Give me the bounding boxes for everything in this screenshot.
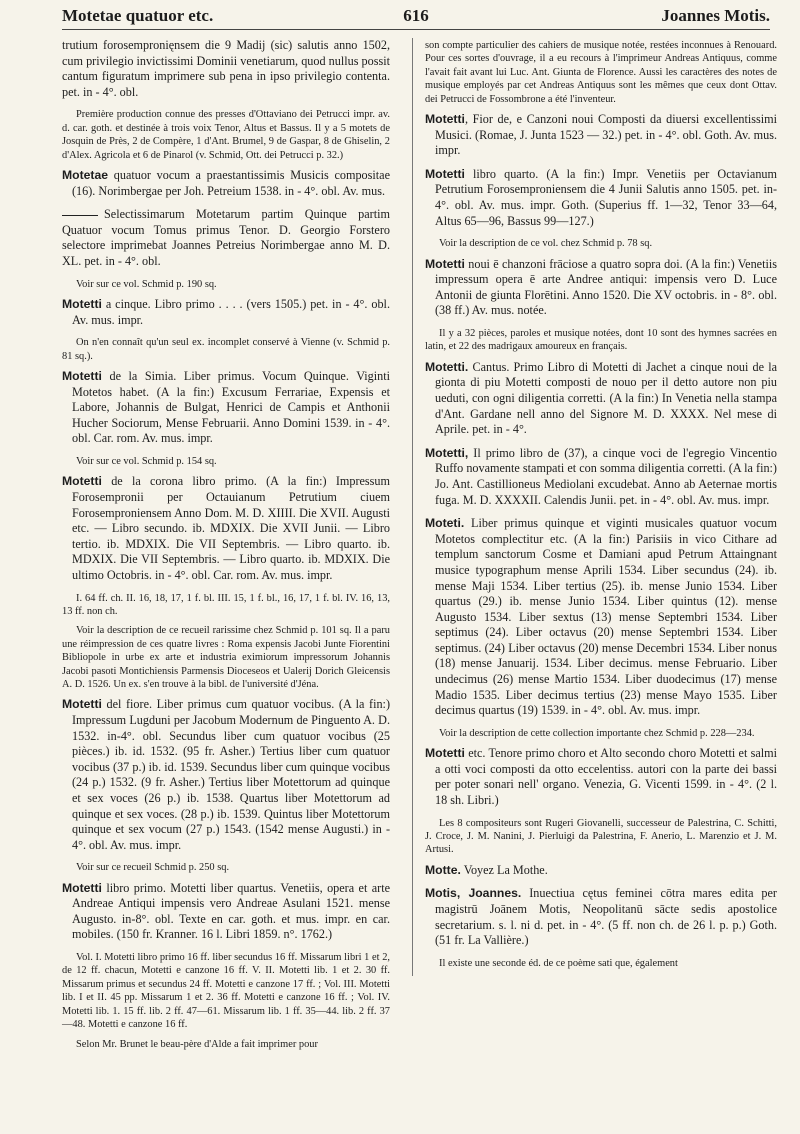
entry-text: quatuor vocum a praestantissimis Musicis compositae (16). Norimbergae per Joh. Petreium 1538. in - 4°. obl. Av. mus.	[72, 168, 390, 198]
entry-heading: Motetti	[425, 166, 465, 181]
entry-note: Voir sur ce vol. Schmid p. 154 sq.	[76, 455, 217, 467]
entry-heading: Motetti	[425, 112, 465, 127]
page-number: 616	[403, 6, 429, 25]
entry-text: libro quarto. (A la fin:) Impr. Venetiis per Octavianum Petrutium Forosemproniensem die 4 Junii Salutis anno 1505. pet. in-4°. obl. Av. mus. impr. Goth. (Superius ff. 1—32, Tenor 33—64, Altus 65—96, Bassus 99—127.)	[435, 166, 777, 228]
entry-note: Vol. I. Motetti libro primo 16 ff. liber secundus 16 ff. Missarum libri 1 et 2, de 12 ff. chacun, Motetti e canzone 16 ff. V. II. Motetti lib. 1 et 2. 30 ff. Missarum primus et secundus 24 ff. Motetti e canzone 17 ff. ; Vol. III. Motetti lib. I et II. 45 pp. Missarum 1 et 2. 36 ff. Motetti e canzone 16 ff. ; Vol. IV. Motetti lib. 1. 15 ff. lib. 2 ff. 47—61. Missarum lib. 1 ff. 35—44. lib. 2 ff. 37—48. Motetti e canzone 16 ff.	[62, 952, 390, 1031]
bibliography-entry	[425, 746, 777, 808]
entry-heading: Motetti	[62, 368, 102, 383]
header-rule	[62, 29, 770, 30]
bibliography-entry	[425, 360, 777, 438]
entry-text: Voyez La Mothe.	[460, 862, 548, 877]
bibliography-entry	[425, 167, 777, 229]
entry-heading: Motetti	[62, 697, 102, 712]
bibliography-entry	[62, 881, 390, 943]
entry-heading: Motis, Joannes.	[425, 886, 522, 901]
entry-note: Voir la description de ce recueil rarissime chez Schmid p. 101 sq. Il a paru une réimpression de ces quatre livres : Roma expensis Jacobi Junte Fiorentini Bibliopole in urbe ex arte et industria eximiorum impressorum Johannis Jacobi pasoti Montichiensis Parmensis Dioceseos et Ualerij Dorich Gleicensis A. D. 1526. Un ex. s'en trouve à la bibl. de l'université d'Jéna.	[62, 625, 390, 690]
header-right-title: Joannes Motis.	[661, 6, 770, 25]
entry-text: Il primo libro de (37), a cinque voci de l'egregio Vincentio Ruffo novamente stampati et con somma diligentia corretti. (A la fin:) Jo. Ant. Castillioneus Mediolani excudebat. Anno ab Aeternae mortis fuga. M. D. XXXXII. Calendis Junii. pet. in - 4°. obl. Av. mus. impr.	[435, 445, 777, 507]
entry-heading: Motetti.	[425, 359, 469, 374]
entry-text: Inuectiua cętus feminei cōtra mares edita per magistrū Joānem Motis, Neopolitanū sācte sedis apostolice secretarium. s. l. ni d. pet. in - 4°. (5 ff. non ch. de 26 l. p. p.) Goth. (51 fr. La Vallière.)	[435, 886, 777, 948]
bibliography-entry	[425, 112, 777, 159]
em-dash-rule	[62, 215, 98, 216]
entry-note: Il existe une seconde éd. de ce poème sati que, également	[439, 957, 678, 969]
entry-heading: Motetti	[62, 880, 102, 895]
entry-heading: Motetae	[62, 168, 109, 182]
entry-heading: Motetti	[62, 474, 102, 489]
bibliography-entry	[62, 168, 390, 199]
entry-text: del fiore. Liber primus cum quatuor vocibus. (A la fin:) Impressum Lugduni per Jacobum Modernum de Pinguento A. D. 1532. in-4°. obl. Secundus liber cum quatuor vocibus (25 pièces.) ib. id. 1532. (95 fr. Asher.) Tertius liber cum quatuor vocibus (37 p.) ib. id. 1539. Secundus liber cum quinque vocibus (24 p.) 1532. (9 fr. Asher.) Tertius liber Motettorum ad quinque et sex voces (26 p.) ib. 1538. Quartus liber Motettorum ad quinque et sex voces. (28 p.) ib. 1539. Quintus liber Motettorum quinque et sex vocum (27 p.) 1543. (1542 mense Augusti.) in - 4°. obl. Av. mus. impr.	[72, 697, 390, 852]
entry-text: etc. Tenore primo choro et Alto secondo choro Motetti et salmi a otti voci composti da otto eccelentiss. autori con la parte dei bassi per poter sonari nell' organo. Venezia, G. Vicenti 1599. in - 4°. (2 l. 18 sh. Libri.)	[435, 746, 777, 808]
entry-note: Première production connue des presses d'Ottaviano dei Petrucci impr. av. d. car. goth. et destinée à trois voix Tenor, Altus et Bassus. Il y a 5 motets de Josquin de Près, 2 de Compère, 1 d'Ant. Brumel, 9 de Gaspar, 8 de Ghiselin, 2 d'Alex. Agricola et 6 de Pinarol (v. Schmid, Ott. dei Petrucci p. 32.)	[62, 109, 390, 161]
entry-heading: Motetti	[425, 746, 465, 761]
entry-note: Voir sur ce recueil Schmid p. 250 sq.	[76, 862, 230, 874]
entry-note: Les 8 compositeurs sont Rugeri Giovanelli, successeur de Palestrina, C. Schitti, J. Croce, J. M. Nanini, J. Pierluigi da Palestrina, F. Anerio, L. Marenzio et J. M. Artusi.	[425, 817, 777, 856]
entry-text: Cantus. Primo Libro di Motetti di Jachet a cinque noui de la gionta di piu Motetti composti de nouo per il detto autore non piu ueduti, con ogni diligentia corretti. (A la fin:) In Venetia nella stampa d'Ant. Gardane nell anno del Signore M. D. XXXX. Nel mese di Aprile. pet. in - 4°.	[435, 359, 777, 437]
entry-text: de la Simia. Liber primus. Vocum Quinque. Viginti Motetos habet. (A la fin:) Excusum Ferrariae, Expensis et Labore, Johannis de Bulgat, Henrici de Campis et Anthonii Hucher Sociorum, Mense Februarii. Anno Domini 1539. in - 4°. obl. Car. rom. Av. mus. impr.	[72, 368, 390, 446]
entry-text: noui ē chanzoni frāciose a quatro sopra doi. (A la fin:) Venetiis impressum opera ē arte Andree antiqui: impensis vero D. Luce Antonii de giunta Florētini. Anno 1520. Die XV octobris. in - 8°. obl. (38 ff.) Av. mus. notée.	[435, 256, 777, 318]
entry-continuation: trutium forosempronięnsem die 9 Madij (sic) salutis anno 1502, cum privilegio invictissimi Dominii venetiarum, quod nullus possit cantum figuratum imprimere sub pena in ipso privilegio contenta. pet. in - 4°. obl.	[62, 38, 390, 99]
bibliography-entry	[62, 297, 390, 328]
header-left-title: Motetae quatuor etc.	[62, 6, 214, 25]
left-column	[62, 38, 390, 1057]
entry-note: Voir la description de cette collection importante chez Schmid p. 228—234.	[439, 727, 755, 739]
bibliography-entry	[62, 697, 390, 853]
running-header	[62, 2, 770, 28]
entry-text: a cinque. Libro primo . . . . (vers 1505.) pet. in - 4°. obl. Av. mus. impr.	[72, 296, 390, 327]
sub-entry	[62, 207, 390, 269]
bibliography-entry	[62, 474, 390, 583]
bibliography-entry	[62, 369, 390, 447]
entry-heading: Motetti,	[425, 445, 469, 460]
entry-note: Voir sur ce vol. Schmid p. 190 sq.	[76, 278, 217, 290]
entry-heading: Motetti	[62, 296, 102, 311]
bibliography-entry	[425, 516, 777, 719]
entry-note: Voir la description de ce vol. chez Schmid p. 78 sq.	[439, 238, 653, 250]
entry-note: I. 64 ff. ch. II. 16, 18, 17, 1 f. bl. III. 15, 1 f. bl., 16, 17, 1 f. bl. IV. 16, 13, 13 ff. non ch.	[62, 592, 390, 617]
bibliography-entry	[425, 257, 777, 319]
bibliography-entry	[425, 863, 777, 879]
entry-note: On n'en connaît qu'un seul ex. incomplet conservé à Vienne (v. Schmid p. 81 sq.).	[62, 337, 390, 362]
entry-note: Selon Mr. Brunet le beau-père d'Alde a fait imprimer pour	[76, 1038, 318, 1050]
bibliography-entry	[425, 886, 777, 948]
entry-text: , Fior de, e Canzoni noui Composti da diuersi excellentissimi Musici. (Romae, J. Junta 1523 — 32.) pet. in - 4°. obl. Goth. Av. mus. impr.	[435, 112, 777, 158]
entry-heading: Motte.	[425, 862, 461, 877]
entry-note: son compte particulier des cahiers de musique notée, restées inconnues à Renouard. Pour ces sortes d'ouvrage, il a eu recours à l'imprimeur Andreas Antiquus, comme l'avait fait avant lui Luc. Ant. Giunta de Florence. Aussi les caractères des notes de musique employés par cet Andreas Antiquus sont les mêmes que ceux dont Ottav. dei Petrucci de Fossombrone a été l'inventeur.	[425, 40, 777, 105]
entry-heading: Moteti.	[425, 516, 465, 531]
entry-text: de la corona libro primo. (A la fin:) Impressum Forosempronii per Octauianum Petrutium ciuem Forosemproniensem Anno Dom. M. D. XIIII. Die XVII. Augusti etc. — Libro secundo. ib. MDXIX. Die XVII Junii. — Libro tertio. ib. MDXIX. Die VII Septembris. — Libro quarto. ib. MDXIX. Die VII Septembris. — Libro quarto. ib. MDXIX. Die ultimo Octobris. in - 4°. obl. Car. rom. Av. mus. impr.	[72, 474, 390, 582]
entry-text: Liber primus quinque et viginti musicales quatuor vocum Motetos complectitur etc. (A la fin:) Parisiis in vico Cithare ad templum sanctorum Cosme et Damiani apud Petrum Attaingnant musice typographum mense Aprili 1534. Liber secundus (24). ib. mense Maji 1534. Liber tertius (25). ib. mense Junio 1534. Liber quartus (29.) ib. mense Junio 1534. Liber quintus (12). mense Augusto 1534. Liber sextus (13) mense Septembri 1534. Liber septimus (24). Liber octavus (20) mense Septembri 1534. Liber septimus. (24) Liber octavus (20) mense Decembri 1534. Liber nonus (18) mense Januarij. 1534. Liber decimus. mense Februario. Liber undecimus (26) mense Martio 1534. Liber duodecimus (17) mense Madio 1535. Liber decimus tertius (23) mense Mayo 1535. Liber decimus quartus (19) 1539. in - 4°. obl. Av. mus. impr.	[435, 516, 777, 718]
entry-text: Selectissimarum Motetarum partim Quinque partim Quatuor vocum Tomus primus Tenor. D. Georgio Forstero selectore imprimebat Joannes Petreius Norimbergae anno M. D. XL. pet. in - 4°. obl.	[62, 207, 390, 268]
entry-note: Il y a 32 pièces, paroles et musique notées, dont 10 sont des hymnes sacrées en latin, et 22 des madrigaux amoureux en français.	[425, 327, 777, 353]
bibliography-entry	[425, 446, 777, 508]
entry-text: libro primo. Motetti liber quartus. Venetiis, opera et arte Andreae Antiqui impensis vero Andreae Asulani 1521. mense Augusto. in-8°. obl. Texte en car. goth. et mus. impr. en car. mobiles. (150 fr. Kranner. 16 l. Libri 1859. n°. 1762.)	[72, 880, 390, 942]
entry-heading: Motetti	[425, 256, 465, 271]
right-column	[412, 38, 777, 976]
